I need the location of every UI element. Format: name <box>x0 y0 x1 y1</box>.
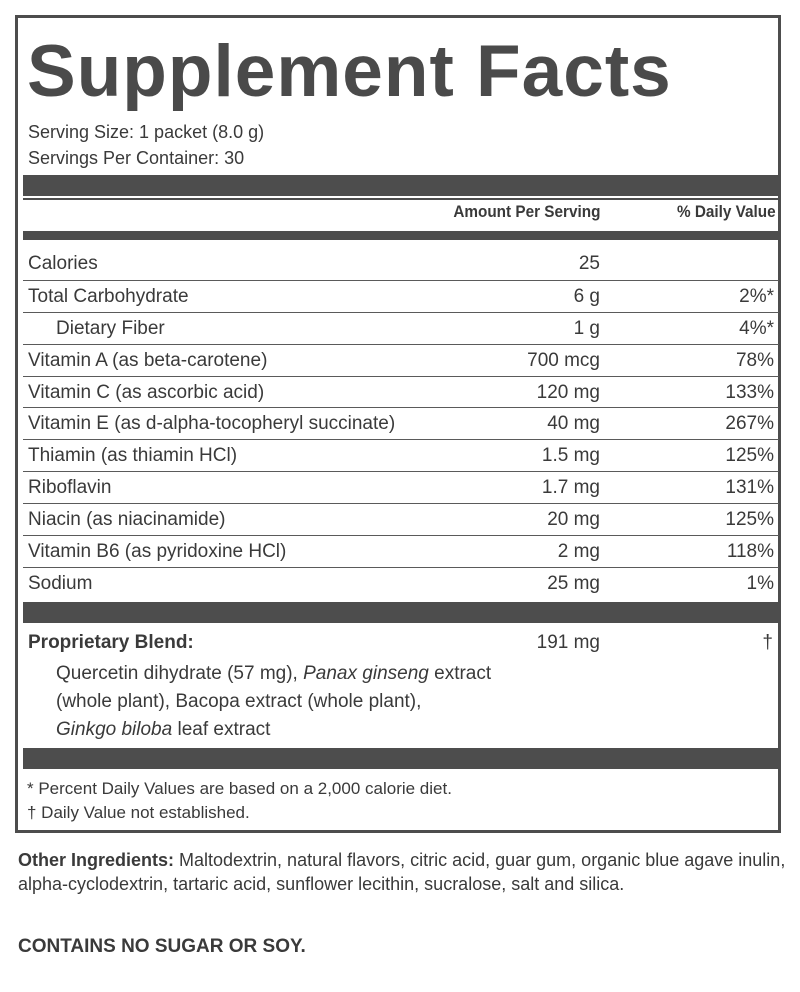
nutrient-daily-value: 267% <box>725 413 774 435</box>
nutrient-name: Vitamin E (as d-alpha-tocopheryl succinate) <box>28 413 396 435</box>
nutrient-row <box>23 312 779 344</box>
servings-per-container: Servings Per Container: 30 <box>28 148 245 168</box>
blend-ingredients <box>56 660 646 744</box>
allergen-statement: CONTAINS NO SUGAR OR SOY. <box>18 936 306 957</box>
nutrient-amount: 700 mcg <box>527 349 600 371</box>
nutrient-row <box>23 567 779 599</box>
blend-name: Proprietary Blend: <box>28 632 194 653</box>
nutrient-row <box>23 535 779 567</box>
divider-bar <box>23 175 779 196</box>
nutrient-daily-value: 78% <box>735 349 774 371</box>
divider-bar <box>23 748 779 769</box>
nutrient-name: Niacin (as niacinamide) <box>28 509 226 531</box>
nutrient-amount: 1 g <box>573 317 600 339</box>
nutrient-name: Riboflavin <box>28 477 112 499</box>
column-header-daily-value: % Daily Value <box>677 202 776 221</box>
nutrient-name: Sodium <box>28 572 93 594</box>
blend-amount: 191 mg <box>536 632 600 653</box>
blend-text: leaf extract <box>172 719 271 740</box>
footnote-percent-dv: * Percent Daily Values are based on a 2,000 calorie diet. <box>27 779 452 798</box>
nutrient-row <box>23 248 779 280</box>
nutrient-name: Vitamin A (as beta-carotene) <box>28 349 268 371</box>
nutrient-daily-value: 2%* <box>739 285 774 307</box>
blend-text: (whole plant), Bacopa extract (whole plant), <box>56 691 422 712</box>
nutrient-name: Dietary Fiber <box>56 317 165 339</box>
nutrient-daily-value: 1% <box>746 572 774 594</box>
nutrient-name: Total Carbohydrate <box>28 285 189 307</box>
nutrient-name: Calories <box>28 253 98 274</box>
nutrient-daily-value: 4%* <box>739 317 774 339</box>
footnote-not-established: † Daily Value not established. <box>27 803 250 822</box>
nutrient-row <box>23 344 779 376</box>
nutrient-daily-value: 133% <box>725 381 774 403</box>
nutrient-daily-value: 118% <box>726 541 774 563</box>
divider-line <box>23 198 779 200</box>
supplement-facts-panel <box>15 15 781 833</box>
nutrient-daily-value: 125% <box>725 445 774 467</box>
nutrient-amount: 25 <box>578 253 600 274</box>
nutrient-amount: 120 mg <box>536 381 600 403</box>
nutrient-row <box>23 439 779 471</box>
nutrient-daily-value: 131% <box>725 477 774 499</box>
nutrient-amount: 1.5 mg <box>541 445 600 467</box>
blend-text-italic: Panax ginseng <box>303 663 429 684</box>
nutrient-amount: 20 mg <box>547 509 600 531</box>
column-header-amount: Amount Per Serving <box>452 202 600 221</box>
blend-text: Quercetin dihydrate (57 mg), <box>56 663 304 684</box>
nutrient-row <box>23 471 779 503</box>
nutrient-name: Vitamin B6 (as pyridoxine HCl) <box>28 541 287 563</box>
nutrient-amount: 2 mg <box>557 541 600 563</box>
nutrient-table <box>23 248 779 599</box>
blend-text: extract <box>428 663 492 684</box>
panel-title: Supplement Facts <box>27 31 672 112</box>
nutrient-amount: 1.7 mg <box>541 477 600 499</box>
nutrient-amount: 25 mg <box>547 572 600 594</box>
nutrient-name: Thiamin (as thiamin HCl) <box>28 445 238 467</box>
nutrient-amount: 6 g <box>573 285 600 307</box>
nutrient-amount: 40 mg <box>547 413 600 435</box>
nutrient-name: Vitamin C (as ascorbic acid) <box>28 381 265 403</box>
blend-text-italic: Ginkgo biloba <box>56 719 173 740</box>
other-ingredients-text: Maltodextrin, natural flavors, citric acid, guar gum, organic blue agave inulin, alpha-cyclodextrin, tartaric acid, sunflower lecithin, sucralose, salt and silica. <box>18 850 786 894</box>
serving-size: Serving Size: 1 packet (8.0 g) <box>28 122 265 142</box>
other-ingredients-label: Other Ingredients: <box>18 850 175 870</box>
nutrient-daily-value: 125% <box>725 509 774 531</box>
other-ingredients <box>18 848 788 896</box>
divider-bar-thick <box>23 231 779 240</box>
divider-bar <box>23 602 779 623</box>
nutrient-row <box>23 280 779 312</box>
blend-daily-value: † <box>762 632 773 653</box>
nutrient-row <box>23 503 779 535</box>
nutrient-row <box>23 376 779 408</box>
nutrient-row <box>23 407 779 439</box>
